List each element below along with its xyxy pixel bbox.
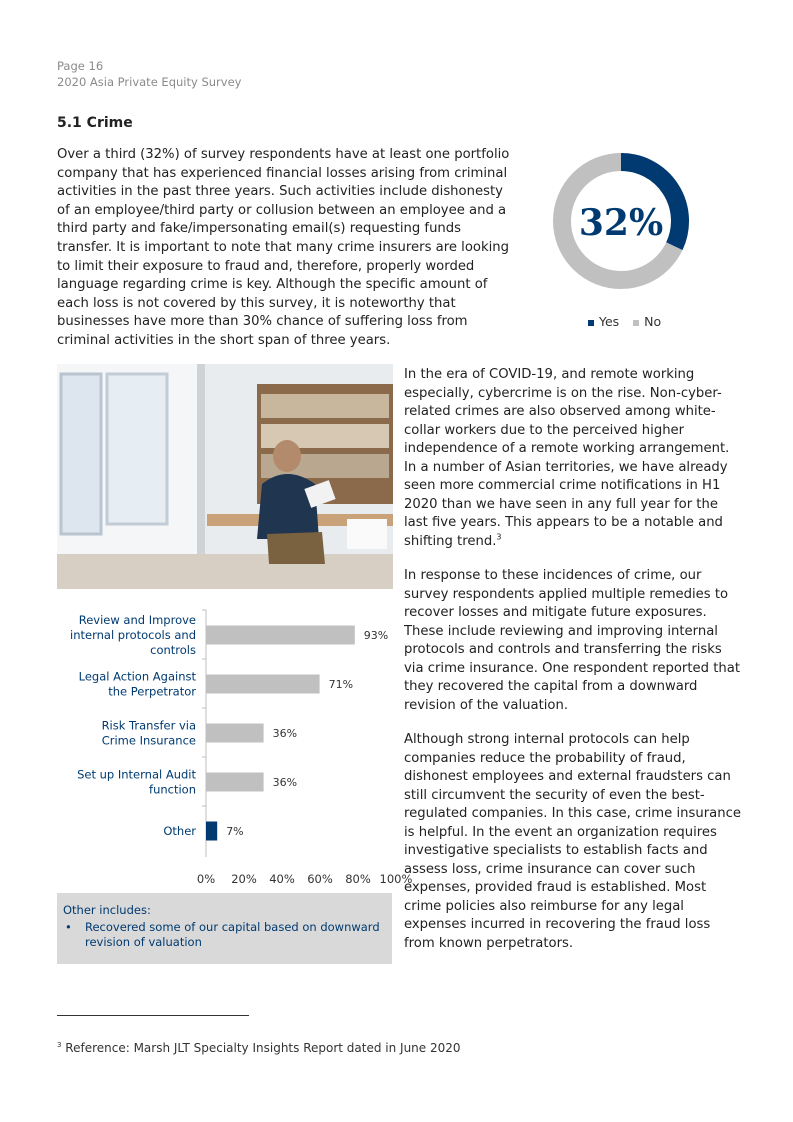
bar-value-label: 36% [272,776,298,789]
bar-0 [206,626,355,645]
bar-x-tick-label: 20% [231,872,257,886]
bar-3 [206,773,264,792]
bar-category-label: Risk Transfer via [101,718,196,733]
legend-item-no [633,314,661,329]
footnote-divider [57,1015,249,1016]
donut-center-label: 32% [578,202,664,244]
footnote-text: Reference: Marsh JLT Specialty Insights Report dated in June 2020 [65,1041,461,1055]
bar-x-tick-label: 60% [307,872,333,886]
bar-category-label: Review and Improve [78,613,196,627]
paragraph-response: In response to these incidences of crime, our survey respondents applied multiple remedies to recover losses and mitigate future exposures. These include reviewing and improving internal protocols and controls and transferring the risks via crime insurance. One respondent reported that they recovered the capital from a downward revision of the valuation. [404,568,740,713]
bullet-icon: • [65,920,72,934]
bar-category-label: Other [163,824,196,838]
note-bullet-text: Recovered some of our capital based on downward revision of valuation [85,920,380,949]
donut-chart [548,143,694,303]
remedies-bar-chart [57,600,413,890]
bar-category-label: Crime Insurance [101,733,196,748]
document-title: 2020 Asia Private Equity Survey [57,75,242,89]
bar-value-label: 7% [226,825,244,838]
office-photo [57,364,393,589]
bar-x-tick-label: 100% [379,872,413,886]
bar-1 [206,675,320,694]
paragraph-covid [404,366,741,551]
bar-x-tick-label: 0% [196,872,216,886]
legend-swatch-yes [588,320,594,326]
bar-value-label: 71% [328,678,354,691]
intro-paragraph: Over a third (32%) of survey respondents have at least one portfolio company that has experienced financial losses arising from criminal activities in the past three years. Such activities include dishonesty of an employee/third party or collusion between an employee and a third party and fake/impersonating email(s) requesting funds transfer. It is important to note that many crime insurers are looking to limit their exposure to fraud and, therefore, properly worded language regarding crime is key. Although the specific amount of each loss is not covered by this survey, it is noteworthy that businesses have more than 30% chance of suffering loss from criminal activities in the short span of three years. [57,147,510,348]
bar-category-label: the Perpetrator [108,684,196,699]
footnote-number: 3 [57,1041,62,1049]
bar-category-label: function [149,782,196,797]
bar-x-tick-label: 80% [345,872,371,886]
bar-x-tick-label: 40% [269,872,295,886]
bar-category-label: Set up Internal Audit [77,767,196,782]
footnote-ref: 3 [496,532,502,542]
legend-label-no: No [644,314,662,329]
donut-legend [588,314,671,329]
right-column [404,366,741,969]
note-title: Other includes: [63,903,151,917]
paragraph-covid-text: In the era of COVID-19, and remote working especially, cybercrime is on the rise. Non-cyber-related crimes are also observed among white-collar workers due to the perceived higher independence of a remote working arrangement. In a number of Asian territories, we have already seen more commercial crime notifications in H1 2020 than we have seen in any full year for the last five years. This appears to be a notable and shifting trend. [404,367,730,549]
bar-category-label: controls [150,643,196,657]
bar-value-label: 36% [272,727,298,740]
legend-swatch-no [633,320,639,326]
page-number: Page 16 [57,59,104,73]
bar-category-label: internal protocols and [70,628,196,642]
bar-4 [206,822,217,841]
legend-label-yes: Yes [599,314,620,329]
bar-value-label: 93% [363,629,389,642]
legend-item-yes [588,314,619,329]
footnote [57,1041,461,1055]
bar-2 [206,724,264,743]
other-includes-box [57,893,392,964]
section-title: 5.1 Crime [57,115,133,131]
page-header [57,58,241,90]
bar-category-label: Legal Action Against [78,669,196,684]
note-bullet [63,920,386,950]
paragraph-insurance: Although strong internal protocols can help companies reduce the probability of fraud, dishonest employees and external fraudsters can still circumvent the security of even the best-regulated companies. In this case, crime insurance is helpful. In the event an organization requires investigative specialists to establish facts and assess loss, crime insurance can cover such expenses, provided fraud is established. Most crime policies also reimburse for any legal expenses incurred in recovering the fraud loss from known perpetrators. [404,732,741,951]
